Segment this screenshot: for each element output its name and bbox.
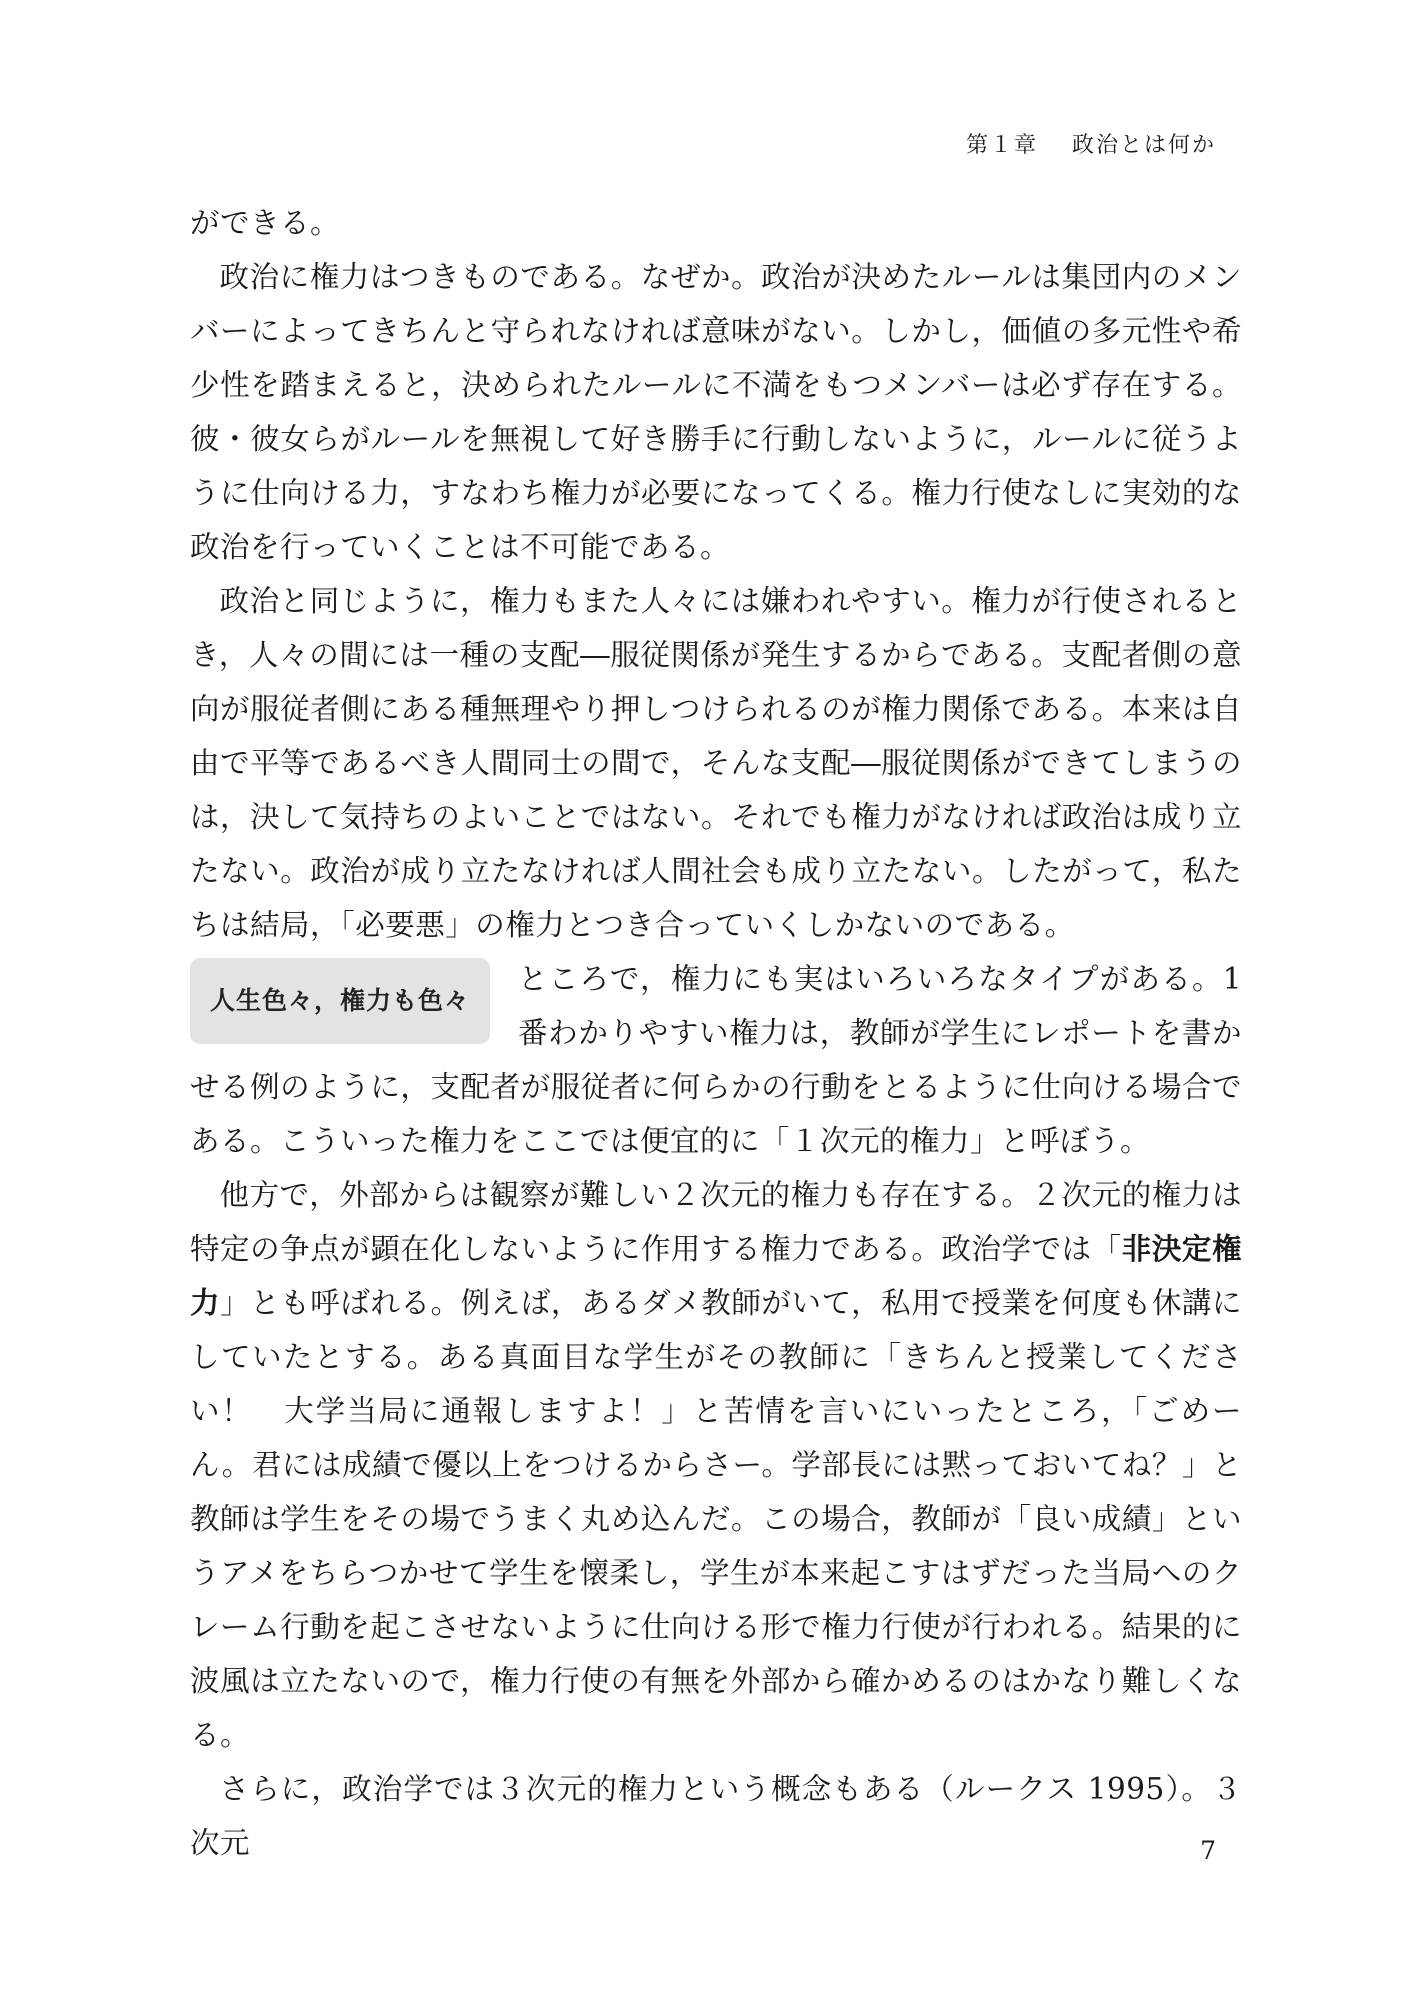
paragraph-text: 」とも呼ばれる。例えば，あるダメ教師がいて，私用で授業を何度も休講にしていたとする。ある真面目な学生がその教師に「きちんと授業してください！ 大学当局に通報しますよ！」と苦情を言いにいったところ，「ごめーん。君には成績で優以上をつけるからさー。学部長には黙っておいてね？」と教師は学生をその場でうまく丸め込んだ。この場合，教師が「良い成績」というアメをちらつかせて学生を懐柔し，学生が本来起こすはずだった当局へのクレーム行動を起こさせないように仕向ける形で権力行使が行われる。結果的に波風は立たないので，権力行使の有無を外部から確かめるのはかなり難しくなる。 [190, 1286, 1242, 1752]
body-text [190, 196, 1242, 1870]
paragraph [190, 1168, 1242, 1762]
paragraph: さらに，政治学では３次元的権力という概念もある（ルークス 1995）。３次元 [190, 1772, 1242, 1860]
key-term: 非決定権力 [190, 1232, 1242, 1320]
paragraph-continuation: ができる。 [190, 206, 341, 240]
paragraph: 政治に権力はつきものである。なぜか。政治が決めたルールは集団内のメンバーによってきちんと守られなければ意味がない。しかし，価値の多元性や希少性を踏まえると，決められたルールに不満をもつメンバーは必ず存在する。彼・彼女らがルールを無視して好き勝手に行動しないように，ルールに従うように仕向ける力，すなわち権力が必要になってくる。権力行使なしに実効的な政治を行っていくことは不可能である。 [190, 260, 1242, 564]
paragraph: 政治と同じように，権力もまた人々には嫌われやすい。権力が行使されるとき，人々の間には一種の支配―服従関係が発生するからである。支配者側の意向が服従者側にある種無理やり押しつけられるのが権力関係である。本来は自由で平等であるべき人間同士の間で，そんな支配―服従関係ができてしまうのは，決して気持ちのよいことではない。それでも権力がなければ政治は成り立たない。政治が成り立たなければ人間社会も成り立たない。したがって，私たちは結局，「必要悪」の権力とつき合っていくしかないのである。 [190, 584, 1242, 942]
running-head [966, 128, 1216, 159]
chapter-title: 政治とは何か [1071, 133, 1216, 158]
section-sidenote: 人生色々，権力も色々 [190, 958, 490, 1044]
paragraph-text: ところで，権力にも実はいろいろなタイプがある。1番わかりやすい権力は，教師が学生にレポートを書かせる例のように，支配者が服従者に何らかの行動をとるように仕向ける場合である。こういった権力をここでは便宜的に「１次元的権力」と呼ぼう。 [190, 962, 1242, 1158]
paragraph-with-sidenote [190, 952, 1242, 1168]
paragraph-text: 他方で，外部からは観察が難しい２次元的権力も存在する。２次元的権力は特定の争点が顕在化しないように作用する権力である。政治学では「 [190, 1178, 1242, 1266]
chapter-number: 第１章 [965, 133, 1038, 158]
page-number: 7 [1200, 1836, 1216, 1865]
